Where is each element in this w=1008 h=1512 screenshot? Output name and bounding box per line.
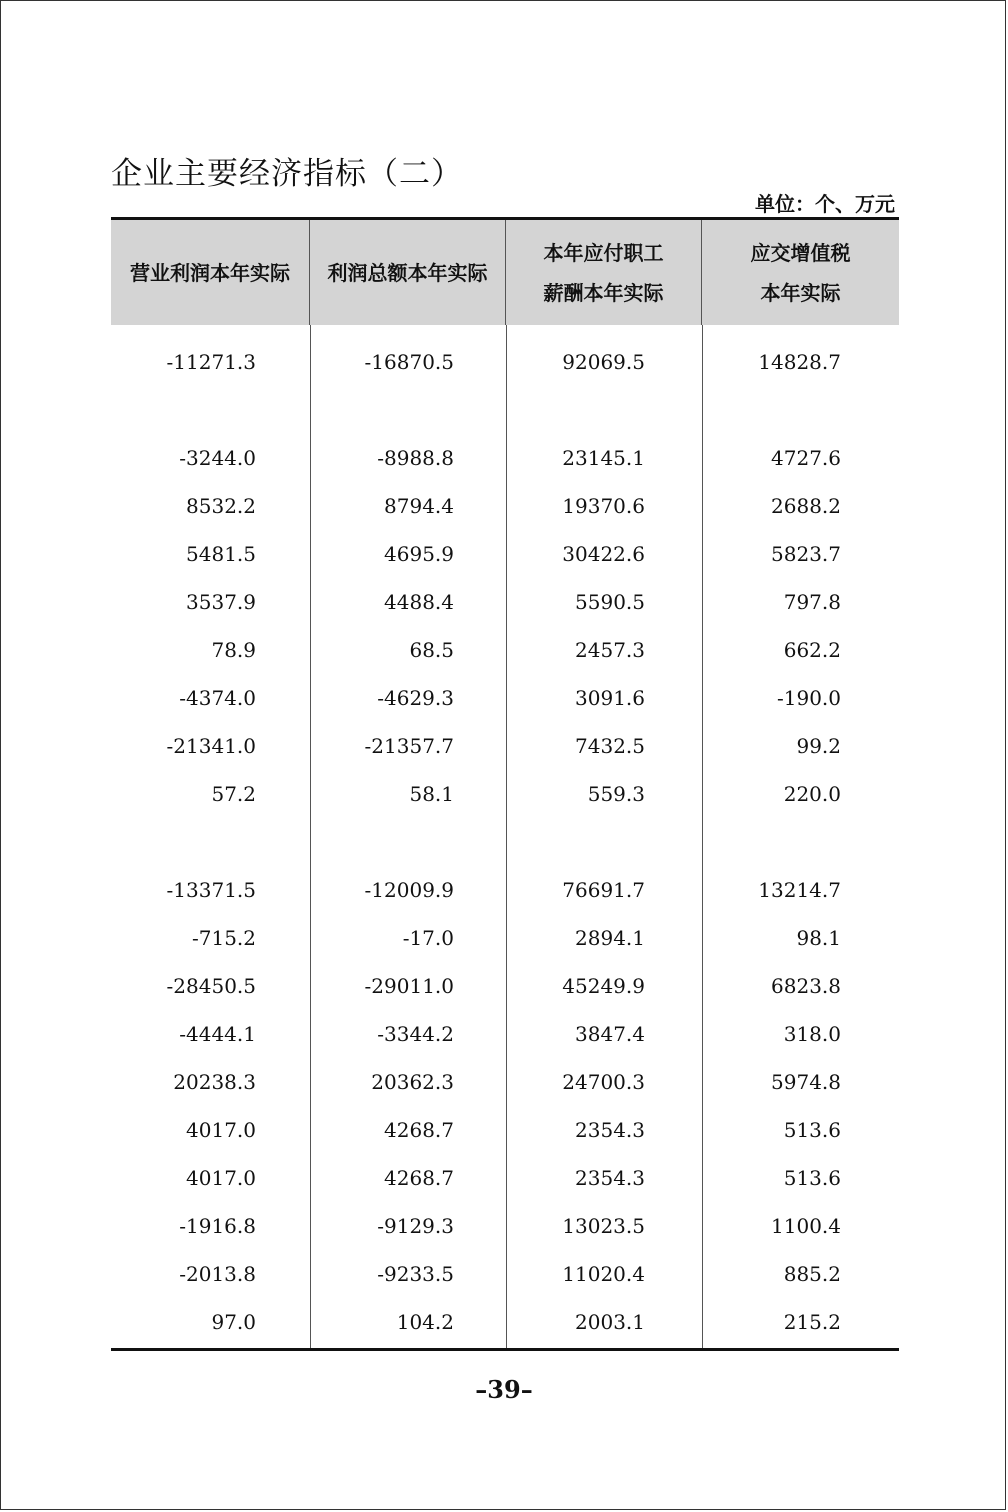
table-cell (702, 827, 899, 857)
table-row (111, 539, 899, 569)
table-cell (310, 827, 506, 857)
page-number: –39– (475, 1375, 533, 1404)
table-cell: 2688.2 (771, 494, 841, 518)
table-cell: 92069.5 (562, 350, 645, 374)
table-row (111, 971, 899, 1001)
table-cell: -29011.0 (364, 974, 454, 998)
table-row (111, 1163, 899, 1193)
table-cell: -4629.3 (377, 686, 454, 710)
table-cell: 513.6 (783, 1166, 841, 1190)
table-cell: -28450.5 (166, 974, 256, 998)
table-cell: 14828.7 (758, 350, 841, 374)
table-row (111, 1211, 899, 1241)
table-cell: -1916.8 (179, 1214, 256, 1238)
table-cell: 76691.7 (562, 878, 645, 902)
table-cell: -190.0 (776, 686, 841, 710)
table-cell: 20238.3 (173, 1070, 256, 1094)
data-table (111, 217, 899, 1351)
column-header-line: 应交增值税 (750, 240, 851, 265)
table-cell (702, 395, 899, 425)
table-cell: 2354.3 (575, 1118, 645, 1142)
table-row (111, 347, 899, 377)
table-row (111, 443, 899, 473)
column-header-line: 营业利润本年实际 (130, 260, 290, 285)
table-cell: 4268.7 (384, 1118, 454, 1142)
table-cell: 559.3 (587, 782, 645, 806)
table-cell: 57.2 (211, 782, 256, 806)
table-cell: 318.0 (783, 1022, 841, 1046)
table-cell: 5590.5 (575, 590, 645, 614)
table-row (111, 875, 899, 905)
table-cell: -715.2 (191, 926, 256, 950)
table-cell: 2354.3 (575, 1166, 645, 1190)
table-row (111, 779, 899, 809)
table-cell: 8532.2 (186, 494, 256, 518)
column-header (111, 220, 310, 325)
table-cell: -13371.5 (166, 878, 256, 902)
table-cell: -9233.5 (377, 1262, 454, 1286)
table-cell: 98.1 (796, 926, 841, 950)
column-header-line: 薪酬本年实际 (543, 280, 664, 305)
table-cell: -3344.2 (377, 1022, 454, 1046)
table-cell: 797.8 (783, 590, 841, 614)
column-header (702, 220, 899, 325)
table-cell: 4695.9 (384, 542, 454, 566)
table-cell: -12009.9 (364, 878, 454, 902)
table-cell: 97.0 (211, 1310, 256, 1334)
table-cell: 99.2 (796, 734, 841, 758)
table-row (111, 1067, 899, 1097)
column-header-text (130, 253, 290, 293)
table-cell: 2457.3 (575, 638, 645, 662)
page-title: 企业主要经济指标（二） (111, 156, 463, 192)
table-cell: 24700.3 (562, 1070, 645, 1094)
table-cell: 4017.0 (186, 1166, 256, 1190)
column-header-text (751, 233, 851, 313)
column-header-line: 本年应付职工 (543, 240, 664, 265)
table-row (111, 1019, 899, 1049)
table-cell: 20362.3 (371, 1070, 454, 1094)
table-cell: -2013.8 (179, 1262, 256, 1286)
table-cell: 1100.4 (771, 1214, 841, 1238)
table-body (111, 325, 899, 1351)
table-cell (310, 395, 506, 425)
table-cell: -16870.5 (364, 350, 454, 374)
table-row (111, 635, 899, 665)
table-cell: 104.2 (396, 1310, 454, 1334)
table-cell: 6823.8 (771, 974, 841, 998)
table-cell: 13214.7 (758, 878, 841, 902)
unit-label: 单位：个、万元 (755, 192, 895, 216)
table-cell: 5974.8 (771, 1070, 841, 1094)
table-cell: 885.2 (783, 1262, 841, 1286)
table-cell: 58.1 (409, 782, 454, 806)
table-header (111, 217, 899, 325)
column-header-text (544, 233, 664, 313)
table-row (111, 827, 899, 857)
table-cell: -21357.7 (364, 734, 454, 758)
table-cell (506, 395, 702, 425)
table-cell: 5823.7 (771, 542, 841, 566)
table-cell: 662.2 (783, 638, 841, 662)
table-cell: -4374.0 (179, 686, 256, 710)
table-cell: 3537.9 (186, 590, 256, 614)
table-cell: 4488.4 (384, 590, 454, 614)
table-row (111, 731, 899, 761)
table-cell: 220.0 (783, 782, 841, 806)
table-cell: 5481.5 (186, 542, 256, 566)
table-cell: -9129.3 (377, 1214, 454, 1238)
table-row (111, 491, 899, 521)
table-cell: 23145.1 (562, 446, 645, 470)
table-cell: 11020.4 (562, 1262, 645, 1286)
column-header-text (328, 253, 488, 293)
column-header (506, 220, 702, 325)
column-header-line: 利润总额本年实际 (327, 260, 488, 285)
table-cell (506, 827, 702, 857)
table-row (111, 923, 899, 953)
table-cell (111, 827, 310, 857)
table-cell: 30422.6 (562, 542, 645, 566)
table-cell: 2894.1 (575, 926, 645, 950)
column-header (310, 220, 506, 325)
table-cell: 4268.7 (384, 1166, 454, 1190)
table-cell: -17.0 (402, 926, 454, 950)
table-cell: 3091.6 (575, 686, 645, 710)
table-cell: 2003.1 (575, 1310, 645, 1334)
table-cell: -4444.1 (179, 1022, 256, 1046)
table-cell: 19370.6 (562, 494, 645, 518)
table-cell: -21341.0 (166, 734, 256, 758)
table-cell: -3244.0 (179, 446, 256, 470)
table-row (111, 1307, 899, 1337)
table-row (111, 395, 899, 425)
table-row (111, 1115, 899, 1145)
table-row (111, 587, 899, 617)
table-cell: 513.6 (783, 1118, 841, 1142)
table-cell: 8794.4 (384, 494, 454, 518)
table-cell: 3847.4 (575, 1022, 645, 1046)
table-cell: 215.2 (783, 1310, 841, 1334)
table-cell: -11271.3 (166, 350, 256, 374)
table-cell: 45249.9 (562, 974, 645, 998)
table-cell: -8988.8 (377, 446, 454, 470)
table-cell: 68.5 (409, 638, 454, 662)
table-cell: 7432.5 (575, 734, 645, 758)
table-row (111, 1259, 899, 1289)
table-cell: 4727.6 (771, 446, 841, 470)
table-row (111, 683, 899, 713)
table-cell (111, 395, 310, 425)
column-header-line: 本年实际 (760, 280, 841, 305)
table-cell: 78.9 (211, 638, 256, 662)
table-cell: 4017.0 (186, 1118, 256, 1142)
table-cell: 13023.5 (562, 1214, 645, 1238)
